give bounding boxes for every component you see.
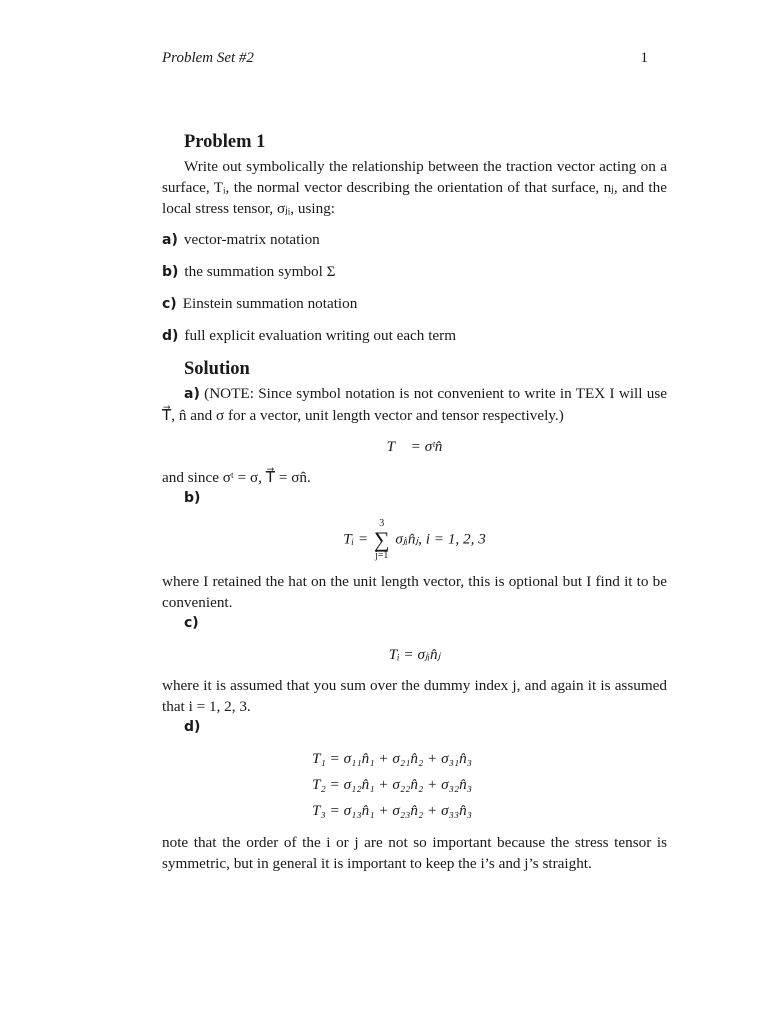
item-text: vector-matrix notation (183, 231, 320, 248)
problem-item-b (162, 261, 667, 283)
equation-d-block (312, 746, 667, 824)
item-text: Einstein summation notation (182, 295, 358, 312)
item-label: a) (162, 232, 178, 248)
solution-d-label: d) (184, 719, 201, 735)
content (162, 130, 667, 874)
equation-d-line: T₁ = σ₁₁n̂₁ + σ₂₁n̂₂ + σ₃₁n̂₃ (312, 750, 473, 767)
solution-b-label: b) (184, 490, 201, 506)
solution-title: Solution (184, 359, 250, 379)
item-text: full explicit evaluation writing out each term (184, 327, 457, 344)
sum-upper-limit: 3 (379, 518, 385, 529)
solution-c-after: where it is assumed that you sum over the dummy index j, and again it is assumed that i = 1, 2, 3. (162, 677, 667, 715)
page-number: 1 (640, 50, 648, 66)
equation-b-left: Tᵢ = (343, 530, 369, 548)
equation-d-line: T₂ = σ₁₂n̂₁ + σ₂₂n̂₂ + σ₃₂n̂₃ (312, 776, 473, 793)
problem-title: Problem 1 (184, 132, 266, 152)
solution-c-label: c) (184, 615, 199, 631)
solution-b-after: where I retained the hat on the unit length vector, this is optional but I find it to be convenient. (162, 573, 667, 611)
header-title: Problem Set #2 (162, 50, 254, 66)
equation-a: T⃗ = σᵗn̂ (386, 438, 443, 455)
solution-a-after: and since σᵗ = σ, T⃗ = σn̂. (162, 469, 311, 486)
item-text: the summation symbol Σ (184, 263, 336, 280)
summation (374, 519, 390, 561)
solution-a-text: (NOTE: Since symbol notation is not convenient to write in TEX I will use T⃗, n̂ and σ for a vector, unit length vector and tensor respectively.) (162, 385, 668, 424)
running-header (162, 50, 652, 67)
sum-lower-limit: j=1 (375, 550, 389, 561)
equation-c: Tᵢ = σⱼᵢn̂ⱼ (388, 646, 441, 663)
problem-intro: Write out symbolically the relationship between the traction vector acting on a surface, Tᵢ, the normal vector describing the orientation of that surface, nⱼ, and the local stress tensor, σⱼᵢ, using: (162, 158, 667, 217)
problem-item-c (162, 293, 667, 315)
sum-symbol: ∑ (373, 527, 390, 552)
item-label: c) (162, 296, 177, 312)
solution-a-label: a) (184, 386, 200, 402)
problem-item-d (162, 325, 667, 347)
equation-d-line: T₃ = σ₁₃n̂₁ + σ₂₃n̂₂ + σ₃₃n̂₃ (312, 802, 473, 819)
equation-b-right: σⱼᵢn̂ⱼ, i = 1, 2, 3 (395, 530, 486, 548)
equation-b (162, 519, 667, 561)
item-label: b) (162, 264, 179, 280)
solution-a-paragraph (162, 383, 667, 426)
item-label: d) (162, 328, 179, 344)
solution-d-after: note that the order of the i or j are not so important because the stress tensor is symmetric, but in general it is important to keep the i’s and j’s straight. (162, 834, 667, 872)
problem-item-a (162, 229, 667, 251)
